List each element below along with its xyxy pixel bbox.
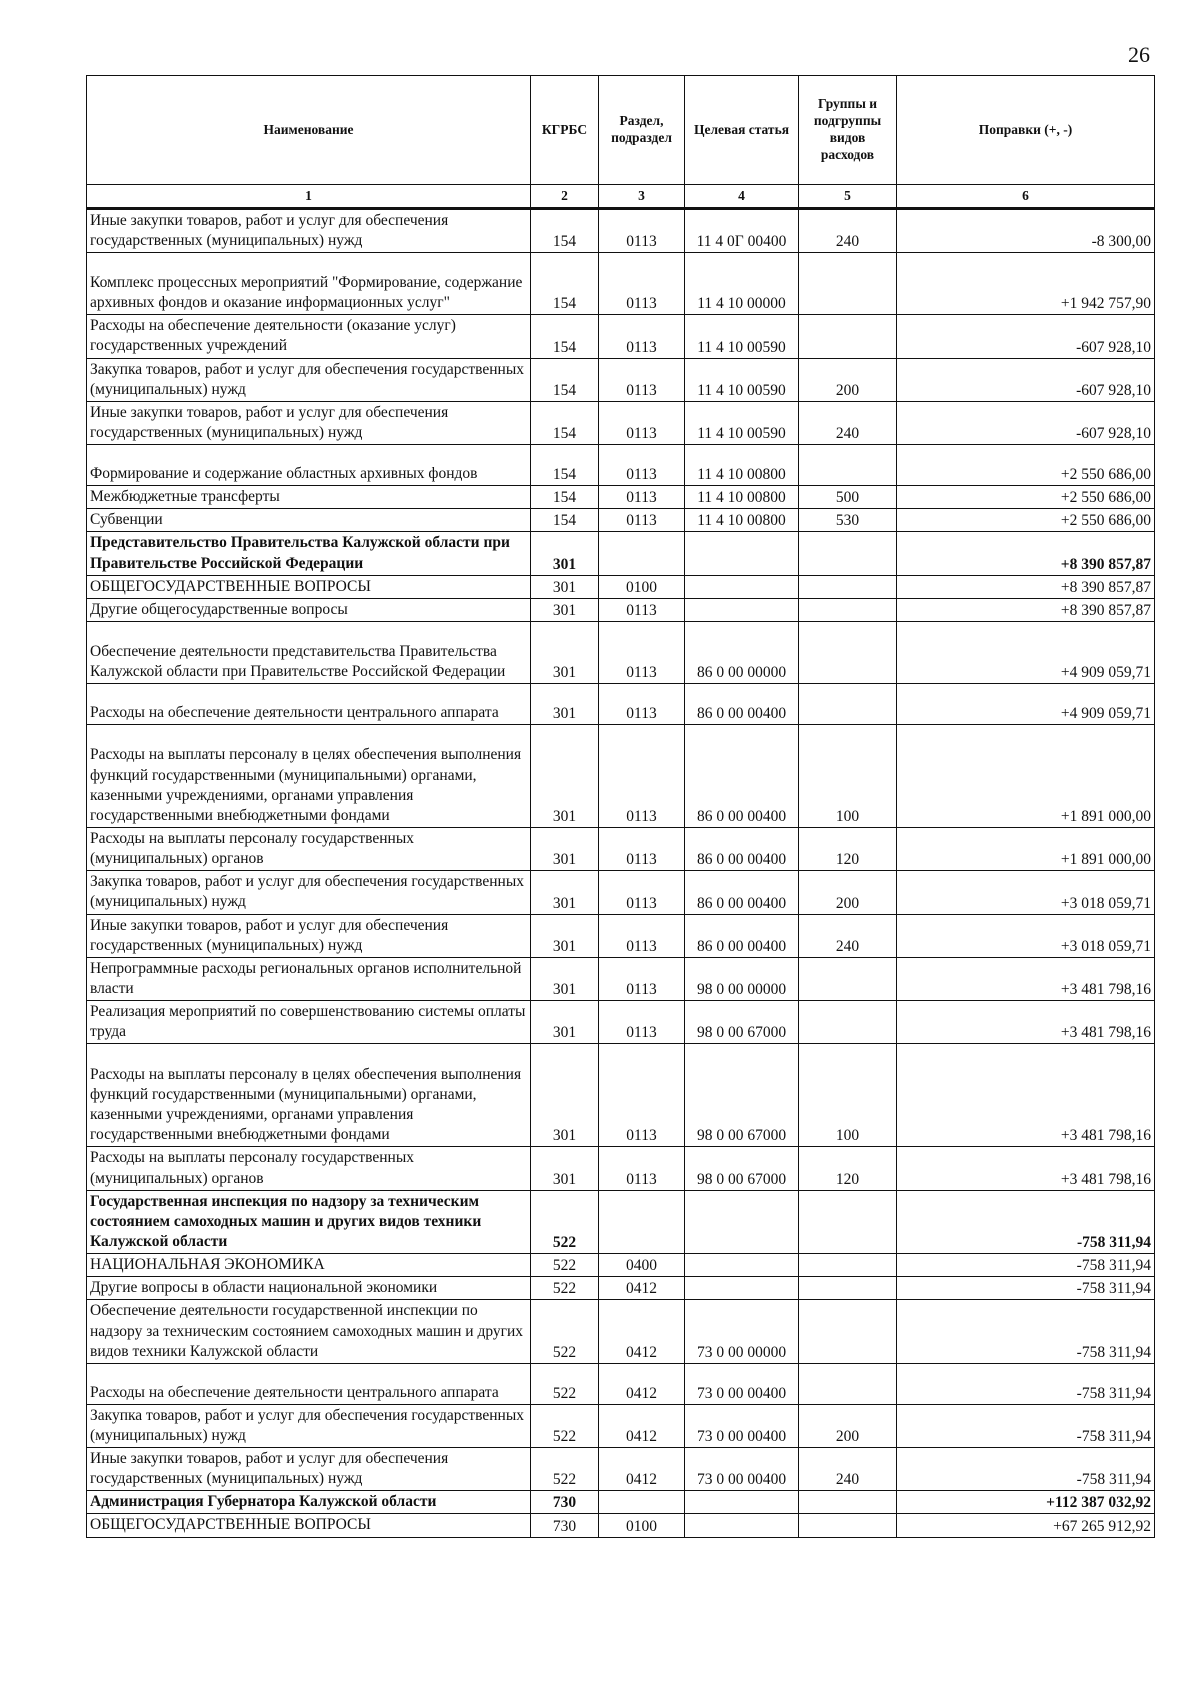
- row-amount-cell: +112 387 032,92: [897, 1491, 1155, 1514]
- table-row: [87, 957, 1155, 1000]
- row-amount-cell: -758 311,94: [897, 1404, 1155, 1447]
- row-name-cell: Закупка товаров, работ и услуг для обеспечения государственных (муниципальных) нужд: [87, 871, 531, 914]
- col-number: 4: [685, 185, 799, 209]
- row-kgrbs-cell: 522: [531, 1363, 599, 1404]
- row-target-cell: 11 4 10 00590: [685, 358, 799, 401]
- row-name-cell: Обеспечение деятельности представительства Правительства Калужской области при Правительстве Российской Федерации: [87, 621, 531, 683]
- row-groups-cell: 240: [799, 1448, 897, 1491]
- table-row: [87, 315, 1155, 358]
- table-row: [87, 1254, 1155, 1277]
- table-row: [87, 914, 1155, 957]
- row-section-cell: 0113: [599, 401, 685, 444]
- row-section-cell: 0412: [599, 1363, 685, 1404]
- row-amount-cell: -607 928,10: [897, 401, 1155, 444]
- table-row: [87, 575, 1155, 598]
- row-kgrbs-cell: 730: [531, 1491, 599, 1514]
- row-amount-cell: -758 311,94: [897, 1190, 1155, 1253]
- row-name-cell: Обеспечение деятельности государственной инспекции по надзору за техническим состоянием самоходных машин и других видов техники Калужской области: [87, 1300, 531, 1363]
- row-section-cell: 0113: [599, 683, 685, 724]
- row-groups-cell: 240: [799, 914, 897, 957]
- row-amount-cell: +2 550 686,00: [897, 509, 1155, 532]
- row-name-cell: НАЦИОНАЛЬНАЯ ЭКОНОМИКА: [87, 1254, 531, 1277]
- row-amount-cell: +8 390 857,87: [897, 532, 1155, 575]
- col-header-target: Целевая статья: [685, 76, 799, 185]
- row-groups-cell: 200: [799, 871, 897, 914]
- row-amount-cell: +2 550 686,00: [897, 486, 1155, 509]
- row-amount-cell: +1 891 000,00: [897, 827, 1155, 870]
- table-row: [87, 683, 1155, 724]
- row-target-cell: 73 0 00 00400: [685, 1448, 799, 1491]
- row-name-cell: Субвенции: [87, 509, 531, 532]
- row-target-cell: 73 0 00 00400: [685, 1363, 799, 1404]
- row-target-cell: 86 0 00 00400: [685, 827, 799, 870]
- row-target-cell: 98 0 00 67000: [685, 1001, 799, 1044]
- row-amount-cell: -607 928,10: [897, 358, 1155, 401]
- table-row: [87, 724, 1155, 827]
- row-groups-cell: [799, 575, 897, 598]
- table-row: [87, 1277, 1155, 1300]
- row-kgrbs-cell: 301: [531, 1044, 599, 1147]
- col-number: 2: [531, 185, 599, 209]
- row-section-cell: 0113: [599, 598, 685, 621]
- col-header-name: Наименование: [87, 76, 531, 185]
- row-target-cell: 73 0 00 00400: [685, 1404, 799, 1447]
- row-groups-cell: [799, 683, 897, 724]
- row-name-cell: Расходы на обеспечение деятельности центрального аппарата: [87, 683, 531, 724]
- table-row: [87, 621, 1155, 683]
- table-row: [87, 209, 1155, 253]
- row-amount-cell: -8 300,00: [897, 209, 1155, 253]
- row-amount-cell: -758 311,94: [897, 1448, 1155, 1491]
- table-row: [87, 1491, 1155, 1514]
- row-groups-cell: [799, 1277, 897, 1300]
- row-name-cell: Другие общегосударственные вопросы: [87, 598, 531, 621]
- row-target-cell: [685, 1254, 799, 1277]
- row-target-cell: 11 4 10 00590: [685, 315, 799, 358]
- row-section-cell: 0113: [599, 445, 685, 486]
- row-section-cell: 0113: [599, 1001, 685, 1044]
- table-row: [87, 1404, 1155, 1447]
- row-target-cell: 11 4 0Г 00400: [685, 209, 799, 253]
- row-target-cell: 11 4 10 00800: [685, 486, 799, 509]
- row-name-cell: ОБЩЕГОСУДАРСТВЕННЫЕ ВОПРОСЫ: [87, 575, 531, 598]
- table-row: [87, 401, 1155, 444]
- row-kgrbs-cell: 730: [531, 1514, 599, 1537]
- row-groups-cell: [799, 1254, 897, 1277]
- row-amount-cell: +67 265 912,92: [897, 1514, 1155, 1537]
- row-section-cell: 0113: [599, 358, 685, 401]
- row-target-cell: [685, 1277, 799, 1300]
- row-section-cell: 0113: [599, 871, 685, 914]
- row-target-cell: [685, 1514, 799, 1537]
- table-row: [87, 486, 1155, 509]
- budget-amendments-table: [86, 75, 1155, 1538]
- row-kgrbs-cell: 301: [531, 1001, 599, 1044]
- row-name-cell: Другие вопросы в области национальной экономики: [87, 1277, 531, 1300]
- row-kgrbs-cell: 154: [531, 358, 599, 401]
- table-row: [87, 445, 1155, 486]
- row-section-cell: 0113: [599, 621, 685, 683]
- row-section-cell: 0113: [599, 827, 685, 870]
- row-amount-cell: +3 018 059,71: [897, 914, 1155, 957]
- row-groups-cell: [799, 957, 897, 1000]
- row-target-cell: [685, 598, 799, 621]
- row-section-cell: 0412: [599, 1448, 685, 1491]
- row-kgrbs-cell: 154: [531, 209, 599, 253]
- row-section-cell: [599, 1190, 685, 1253]
- row-kgrbs-cell: 522: [531, 1190, 599, 1253]
- row-section-cell: 0113: [599, 1044, 685, 1147]
- row-name-cell: Комплекс процессных мероприятий "Формирование, содержание архивных фондов и оказание информационных услуг": [87, 253, 531, 315]
- row-kgrbs-cell: 154: [531, 315, 599, 358]
- row-kgrbs-cell: 301: [531, 1147, 599, 1190]
- row-kgrbs-cell: 301: [531, 598, 599, 621]
- row-section-cell: 0113: [599, 486, 685, 509]
- row-name-cell: Закупка товаров, работ и услуг для обеспечения государственных (муниципальных) нужд: [87, 1404, 531, 1447]
- col-number: 1: [87, 185, 531, 209]
- row-groups-cell: [799, 1491, 897, 1514]
- row-target-cell: 86 0 00 00400: [685, 871, 799, 914]
- row-amount-cell: +3 481 798,16: [897, 1044, 1155, 1147]
- row-name-cell: Представительство Правительства Калужской области при Правительстве Российской Федерации: [87, 532, 531, 575]
- page-number: 26: [1128, 42, 1150, 67]
- row-target-cell: [685, 1491, 799, 1514]
- row-target-cell: 11 4 10 00000: [685, 253, 799, 315]
- row-name-cell: Расходы на выплаты персоналу в целях обеспечения выполнения функций государственными (муниципальными) органами, казенными учреждениями, органами управления государственными внебюджетными фондами: [87, 724, 531, 827]
- row-groups-cell: 530: [799, 509, 897, 532]
- col-header-groups: Группы и подгруппы видов расходов: [799, 76, 897, 185]
- row-target-cell: 73 0 00 00000: [685, 1300, 799, 1363]
- row-amount-cell: +1 891 000,00: [897, 724, 1155, 827]
- table-row: [87, 1190, 1155, 1253]
- table-row: [87, 1044, 1155, 1147]
- row-groups-cell: 240: [799, 209, 897, 253]
- row-target-cell: 11 4 10 00590: [685, 401, 799, 444]
- table-row: [87, 532, 1155, 575]
- row-name-cell: Межбюджетные трансферты: [87, 486, 531, 509]
- row-kgrbs-cell: 301: [531, 532, 599, 575]
- row-target-cell: [685, 532, 799, 575]
- row-name-cell: ОБЩЕГОСУДАРСТВЕННЫЕ ВОПРОСЫ: [87, 1514, 531, 1537]
- row-amount-cell: +4 909 059,71: [897, 683, 1155, 724]
- row-groups-cell: [799, 315, 897, 358]
- row-kgrbs-cell: 154: [531, 401, 599, 444]
- row-amount-cell: +3 481 798,16: [897, 1147, 1155, 1190]
- row-kgrbs-cell: 301: [531, 683, 599, 724]
- row-name-cell: Расходы на обеспечение деятельности центрального аппарата: [87, 1363, 531, 1404]
- row-section-cell: 0113: [599, 253, 685, 315]
- row-groups-cell: 120: [799, 1147, 897, 1190]
- row-groups-cell: 200: [799, 358, 897, 401]
- row-amount-cell: +4 909 059,71: [897, 621, 1155, 683]
- row-target-cell: 11 4 10 00800: [685, 445, 799, 486]
- row-amount-cell: -758 311,94: [897, 1277, 1155, 1300]
- col-number: 3: [599, 185, 685, 209]
- table-row: [87, 1147, 1155, 1190]
- table-row: [87, 1448, 1155, 1491]
- row-groups-cell: 100: [799, 724, 897, 827]
- col-number: 5: [799, 185, 897, 209]
- row-kgrbs-cell: 301: [531, 914, 599, 957]
- row-groups-cell: [799, 1300, 897, 1363]
- row-kgrbs-cell: 522: [531, 1404, 599, 1447]
- row-section-cell: 0113: [599, 209, 685, 253]
- row-groups-cell: [799, 1363, 897, 1404]
- table-row: [87, 871, 1155, 914]
- table-row: [87, 1363, 1155, 1404]
- table-row: [87, 253, 1155, 315]
- row-target-cell: 86 0 00 00400: [685, 724, 799, 827]
- row-section-cell: 0100: [599, 1514, 685, 1537]
- table-row: [87, 1514, 1155, 1537]
- row-groups-cell: [799, 621, 897, 683]
- row-name-cell: Закупка товаров, работ и услуг для обеспечения государственных (муниципальных) нужд: [87, 358, 531, 401]
- row-section-cell: 0113: [599, 509, 685, 532]
- row-section-cell: 0400: [599, 1254, 685, 1277]
- row-groups-cell: [799, 598, 897, 621]
- table-row: [87, 358, 1155, 401]
- row-groups-cell: 500: [799, 486, 897, 509]
- row-target-cell: 98 0 00 67000: [685, 1044, 799, 1147]
- table-row: [87, 827, 1155, 870]
- row-section-cell: 0113: [599, 914, 685, 957]
- row-amount-cell: -758 311,94: [897, 1363, 1155, 1404]
- table-row: [87, 509, 1155, 532]
- table-row: [87, 1001, 1155, 1044]
- row-name-cell: Иные закупки товаров, работ и услуг для обеспечения государственных (муниципальных) нужд: [87, 1448, 531, 1491]
- row-groups-cell: [799, 1190, 897, 1253]
- row-name-cell: Расходы на выплаты персоналу в целях обеспечения выполнения функций государственными (муниципальными) органами, казенными учреждениями, органами управления государственными внебюджетными фондами: [87, 1044, 531, 1147]
- row-target-cell: 86 0 00 00400: [685, 914, 799, 957]
- row-section-cell: 0412: [599, 1300, 685, 1363]
- row-amount-cell: -758 311,94: [897, 1300, 1155, 1363]
- row-groups-cell: [799, 253, 897, 315]
- row-kgrbs-cell: 301: [531, 827, 599, 870]
- row-section-cell: [599, 532, 685, 575]
- row-name-cell: Расходы на выплаты персоналу государственных (муниципальных) органов: [87, 827, 531, 870]
- row-kgrbs-cell: 301: [531, 575, 599, 598]
- row-target-cell: 86 0 00 00400: [685, 683, 799, 724]
- row-section-cell: [599, 1491, 685, 1514]
- row-amount-cell: -758 311,94: [897, 1254, 1155, 1277]
- row-groups-cell: [799, 532, 897, 575]
- row-name-cell: Иные закупки товаров, работ и услуг для обеспечения государственных (муниципальных) нужд: [87, 209, 531, 253]
- row-name-cell: Расходы на обеспечение деятельности (оказание услуг) государственных учреждений: [87, 315, 531, 358]
- row-groups-cell: 120: [799, 827, 897, 870]
- row-name-cell: Непрограммные расходы региональных органов исполнительной власти: [87, 957, 531, 1000]
- row-groups-cell: 100: [799, 1044, 897, 1147]
- header-row: [87, 76, 1155, 185]
- row-kgrbs-cell: 301: [531, 957, 599, 1000]
- row-amount-cell: +3 018 059,71: [897, 871, 1155, 914]
- column-number-row: [87, 185, 1155, 209]
- col-header-section: Раздел, подраздел: [599, 76, 685, 185]
- table-row: [87, 598, 1155, 621]
- col-header-amend: Поправки (+, -): [897, 76, 1155, 185]
- table-body: [87, 209, 1155, 1538]
- row-amount-cell: +8 390 857,87: [897, 575, 1155, 598]
- row-kgrbs-cell: 522: [531, 1254, 599, 1277]
- row-target-cell: 98 0 00 00000: [685, 957, 799, 1000]
- row-kgrbs-cell: 301: [531, 621, 599, 683]
- row-name-cell: Иные закупки товаров, работ и услуг для обеспечения государственных (муниципальных) нужд: [87, 914, 531, 957]
- row-target-cell: [685, 1190, 799, 1253]
- row-target-cell: 11 4 10 00800: [685, 509, 799, 532]
- row-groups-cell: [799, 1001, 897, 1044]
- row-name-cell: Расходы на выплаты персоналу государственных (муниципальных) органов: [87, 1147, 531, 1190]
- row-kgrbs-cell: 154: [531, 509, 599, 532]
- row-target-cell: [685, 575, 799, 598]
- row-amount-cell: +1 942 757,90: [897, 253, 1155, 315]
- row-name-cell: Иные закупки товаров, работ и услуг для обеспечения государственных (муниципальных) нужд: [87, 401, 531, 444]
- row-name-cell: Администрация Губернатора Калужской области: [87, 1491, 531, 1514]
- row-kgrbs-cell: 301: [531, 871, 599, 914]
- row-groups-cell: [799, 1514, 897, 1537]
- row-amount-cell: +3 481 798,16: [897, 1001, 1155, 1044]
- row-section-cell: 0113: [599, 957, 685, 1000]
- row-section-cell: 0412: [599, 1277, 685, 1300]
- col-number: 6: [897, 185, 1155, 209]
- col-header-kgrbs: КГРБС: [531, 76, 599, 185]
- row-amount-cell: +2 550 686,00: [897, 445, 1155, 486]
- row-amount-cell: +3 481 798,16: [897, 957, 1155, 1000]
- row-section-cell: 0412: [599, 1404, 685, 1447]
- row-kgrbs-cell: 522: [531, 1448, 599, 1491]
- table-row: [87, 1300, 1155, 1363]
- row-groups-cell: 200: [799, 1404, 897, 1447]
- row-kgrbs-cell: 522: [531, 1300, 599, 1363]
- row-kgrbs-cell: 522: [531, 1277, 599, 1300]
- row-kgrbs-cell: 301: [531, 724, 599, 827]
- row-section-cell: 0113: [599, 315, 685, 358]
- row-section-cell: 0113: [599, 1147, 685, 1190]
- row-kgrbs-cell: 154: [531, 253, 599, 315]
- row-amount-cell: -607 928,10: [897, 315, 1155, 358]
- row-target-cell: 86 0 00 00000: [685, 621, 799, 683]
- row-section-cell: 0100: [599, 575, 685, 598]
- row-name-cell: Реализация мероприятий по совершенствованию системы оплаты труда: [87, 1001, 531, 1044]
- row-name-cell: Государственная инспекция по надзору за техническим состоянием самоходных машин и других видов техники Калужской области: [87, 1190, 531, 1253]
- row-amount-cell: +8 390 857,87: [897, 598, 1155, 621]
- row-groups-cell: [799, 445, 897, 486]
- row-groups-cell: 240: [799, 401, 897, 444]
- row-target-cell: 98 0 00 67000: [685, 1147, 799, 1190]
- row-kgrbs-cell: 154: [531, 445, 599, 486]
- row-kgrbs-cell: 154: [531, 486, 599, 509]
- row-section-cell: 0113: [599, 724, 685, 827]
- row-name-cell: Формирование и содержание областных архивных фондов: [87, 445, 531, 486]
